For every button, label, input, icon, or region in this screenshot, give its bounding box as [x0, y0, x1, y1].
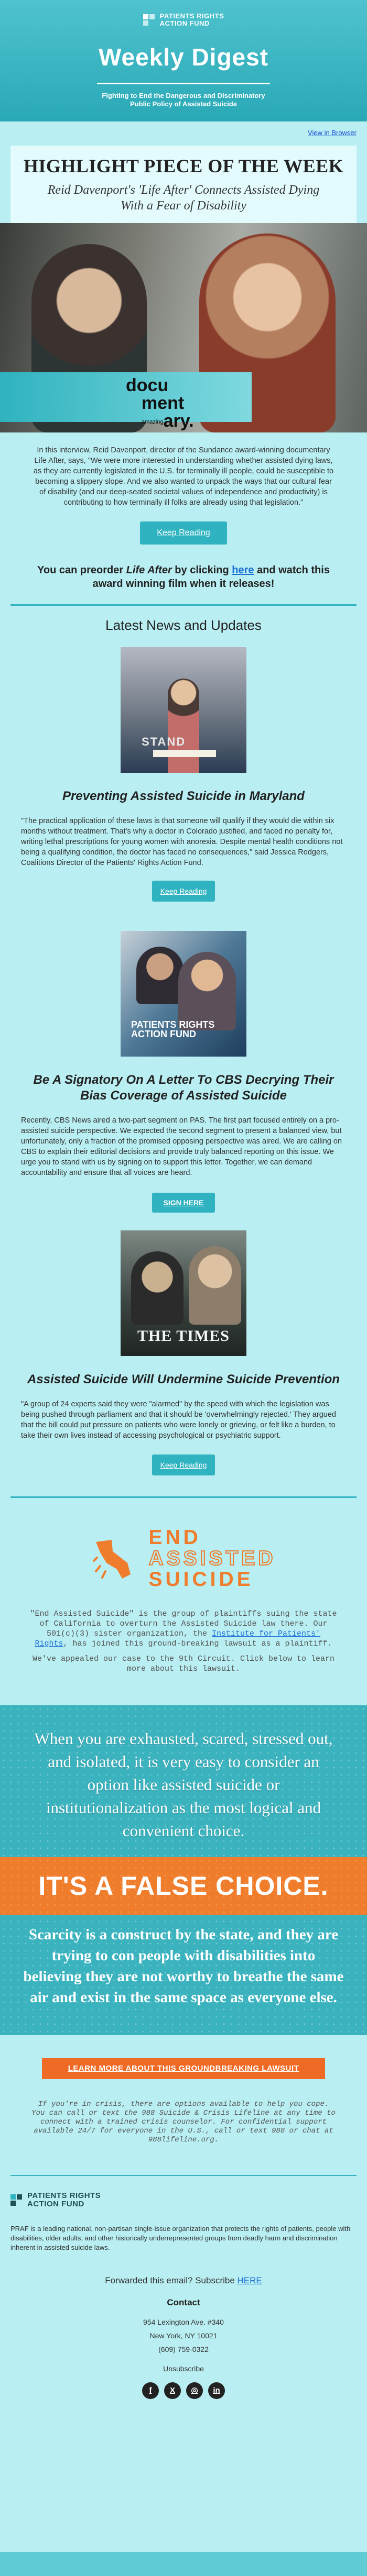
- end-para-pre: "End Assisted Suicide" is the group of plaintiffs suing the state of California to overturn the Assisted Suicide law there. Our 501(c)(3) sister organization, the: [30, 1609, 337, 1638]
- news-text-cbs: Recently, CBS News aired a two-part segment on PAS. The first part focused entirely on a pro-assisted suicide perspective. We expected the second segment to present a balanced view, but unfortunately, only a fraction of the promised opposing perspective was aired. We are calling on CBS to explain their editorial decisions and provide truly balanced reporting on this issue. We urge you to stand with us by signing on to support this letter. Together, we can demand accountability and ensure that all voices are heard.: [21, 1116, 342, 1177]
- california-map-icon: [91, 1537, 139, 1581]
- news-title-cbs: Be A Signatory On A Letter To CBS Decrying Their Bias Coverage of Assisted Suicide: [33, 1073, 334, 1103]
- news-image-stand-text: STAND: [142, 735, 186, 748]
- highlight-header: [10, 146, 357, 223]
- news-image-person-right: [178, 952, 236, 1030]
- linkedin-icon[interactable]: in: [208, 2382, 225, 2399]
- news-title-suicide-prevention: Assisted Suicide Will Undermine Suicide Prevention: [27, 1372, 340, 1386]
- news-image-person-left: [136, 947, 183, 1004]
- contact-address: [0, 2308, 367, 2356]
- news-image-logo-text: [131, 1020, 214, 1039]
- false-choice-bar: IT'S A FALSE CHOICE.: [0, 1857, 367, 1915]
- instagram-icon[interactable]: ◎: [186, 2382, 203, 2399]
- header-tagline: [0, 92, 367, 108]
- end-assisted-suicide-text: [148, 1527, 276, 1590]
- lawsuit-learn-more-button[interactable]: LEARN MORE ABOUT THIS GROUNDBREAKING LAWSUIT: [42, 2058, 325, 2079]
- news-text-suicide-prevention: "A group of 24 experts said they were "alarmed" by the speed with which the legislation was being pushed through parliament and that it should be 'overwhelmingly rejected.' They argued that the bill could put pressure on patients who were lonely or grieving, or felt like a burden, to take their own lives instead of accessing psychological or psychiatric support.: [21, 1400, 336, 1440]
- end-assisted-suicide-logo: [0, 1498, 367, 1609]
- address-line1: 954 Lexington Ave. #340: [143, 2318, 224, 2326]
- footer-bottom-band: [0, 2552, 367, 2576]
- news-image-times[interactable]: [121, 1230, 246, 1356]
- news-keep-reading-button[interactable]: Keep Reading: [152, 881, 215, 902]
- hero-doc-line2: ment: [142, 393, 185, 413]
- preorder-text: [0, 545, 367, 604]
- header-logo-text: [160, 13, 224, 27]
- news-image-maryland[interactable]: [121, 647, 246, 773]
- header-divider: [97, 83, 270, 84]
- news-image-person-left: [131, 1251, 183, 1325]
- contact-heading: Contact: [167, 2297, 200, 2307]
- footer-description: PRAF is a leading national, non-partisan single-issue organization that protects the rights of patients, people with disabilities, older adults, and other historically underrepresented groups from deadly harm and discrimination inherent in assisted suicide laws.: [10, 2225, 351, 2251]
- false-choice-top-text: When you are exhausted, scared, stressed out, and isolated, it is very easy to consider an option like assisted suicide or institutionalization as the most logical and convenient choice.: [34, 1729, 333, 1840]
- end-suicide-paragraph: [0, 1609, 367, 1649]
- news-image-times-text: THE TIMES: [137, 1327, 230, 1345]
- end-suicide-appeal: We've appealed our case to the 9th Circuit. Click below to learn more about this lawsuit.: [32, 1655, 335, 1673]
- institute-link[interactable]: Institute for Patients' Rights: [35, 1629, 321, 1648]
- footer-logo-line2: ACTION FUND: [27, 2200, 84, 2208]
- crisis-notice: If you're in crisis, there are options available to help you cope. You can call or text the 988 Suicide & Crisis Lifeline at any time to connect with a trained crisis counselor. For confidential support available 24/7 for everyone in the U.S., call or text 988 or chat at 988lifeline.org.: [31, 2100, 336, 2144]
- view-in-browser-link[interactable]: View in Browser: [308, 129, 357, 137]
- end-logo-line3: SUICIDE: [148, 1568, 254, 1591]
- highlight-keep-reading-button[interactable]: Keep Reading: [140, 521, 227, 545]
- end-para-post: , has joined this ground-breaking lawsuit as a plaintiff.: [63, 1639, 332, 1648]
- logo-line1: PATIENTS RIGHTS: [159, 12, 224, 20]
- tagline-line1: Fighting to End the Dangerous and Discriminatory: [102, 92, 265, 99]
- address-line2: New York, NY 10021: [149, 2331, 218, 2340]
- news-image-logo-line2: ACTION FUND: [131, 1029, 196, 1039]
- news-title-maryland: Preventing Assisted Suicide in Maryland: [62, 789, 305, 803]
- subscribe-link[interactable]: HERE: [237, 2275, 262, 2285]
- unsubscribe-link[interactable]: Unsubscribe: [163, 2364, 204, 2373]
- forward-pre: Forwarded this email? Subscribe: [105, 2275, 238, 2285]
- news-keep-reading-button[interactable]: Keep Reading: [152, 1454, 215, 1475]
- hero-documentary-text: [126, 376, 220, 431]
- praf-logo-icon: [10, 2194, 22, 2206]
- phone-number: (609) 759-0322: [158, 2345, 209, 2353]
- highlight-title: HIGHLIGHT PIECE OF THE WEEK: [23, 156, 344, 176]
- end-logo-line1: END: [148, 1526, 201, 1549]
- news-image-person: [168, 679, 199, 773]
- preorder-film: Life After: [126, 564, 172, 576]
- end-logo-line2: ASSISTED: [148, 1547, 276, 1570]
- praf-logo-icon: [143, 14, 155, 26]
- news-heading: Latest News and Updates: [105, 617, 262, 633]
- preorder-link[interactable]: here: [232, 564, 254, 576]
- news-image-sign: [153, 750, 216, 757]
- logo-line2: ACTION FUND: [159, 19, 210, 27]
- news-image-cbs[interactable]: [121, 931, 246, 1057]
- news-image-logo-line1: PATIENTS RIGHTS: [131, 1019, 215, 1030]
- social-icons: [0, 2373, 367, 2399]
- footer-logo-text: [27, 2192, 101, 2208]
- forward-subscribe: [0, 2252, 367, 2286]
- hero-doc-line1: docu: [126, 375, 169, 395]
- digest-title: Weekly Digest: [98, 43, 269, 71]
- unsubscribe-row: [0, 2356, 367, 2373]
- facebook-icon[interactable]: f: [142, 2382, 159, 2399]
- highlight-hero-image[interactable]: [0, 223, 367, 432]
- x-icon[interactable]: X: [164, 2382, 181, 2399]
- news-image-person-right: [189, 1246, 241, 1325]
- highlight-body: In this interview, Reid Davenport, director of the Sundance award-winning documentary Life After, says, "We were more interested in understanding whether assisted dying laws, as they are currently legislated in the U.S. for terminally ill people, could be susceptible to becoming a slippery slope. And we also wanted to unpack the ways that our cultural fear of disability (and our deep-seated societal values of independence and productivity) is contributing to how terminally ill folks are already using that legislation.": [33, 446, 334, 507]
- news-text-maryland: "The practical application of these laws is that someone will qualify if they would die within six months without treatment. That's why a doctor in Colorado justified, and faced no penalty for, writing lethal prescriptions for young women with anorexia. Despite mental health conditions not being a qualifying condition, the doctor has faced no consequences," said Jessica Rodgers, Coalitions Director of the Patients' Rights Action Fund.: [21, 817, 343, 867]
- hero-doc-line3: ary.: [163, 411, 194, 431]
- view-in-browser-row: [0, 121, 367, 146]
- sign-here-button[interactable]: SIGN HERE: [152, 1193, 215, 1213]
- header-banner: [0, 0, 367, 121]
- footer-logo: [0, 2176, 367, 2208]
- preorder-pre: You can preorder: [37, 564, 126, 576]
- false-choice-bottom-text: Scarcity is a construct by the state, and they are trying to con people with disabilities into believing they are not worthy to breathe the same air and exist in the same space as everyone else.: [23, 1926, 344, 2006]
- hero-doc-small: amazing: [142, 419, 164, 426]
- false-choice-graphic: [0, 1705, 367, 2035]
- highlight-subtitle: Reid Davenport's 'Life After' Connects Assisted Dying With a Fear of Disability: [47, 183, 320, 213]
- preorder-mid: by clicking: [171, 564, 232, 576]
- header-logo: [0, 0, 367, 27]
- preorder-post: and watch this award winning film when it releases!: [92, 564, 330, 590]
- tagline-line2: Public Policy of Assisted Suicide: [130, 100, 237, 108]
- footer-logo-line1: PATIENTS RIGHTS: [27, 2191, 101, 2200]
